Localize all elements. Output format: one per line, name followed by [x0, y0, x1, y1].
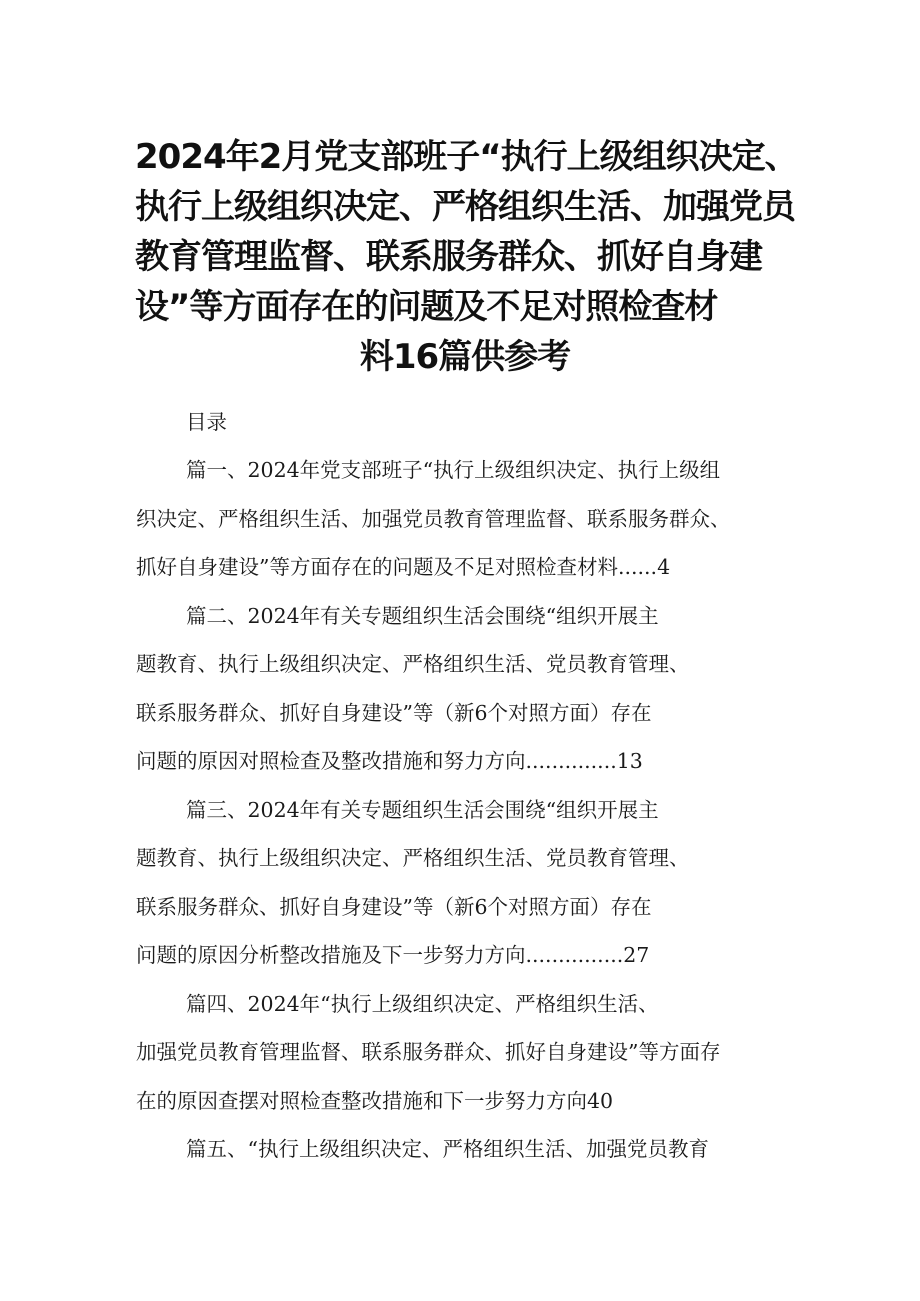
- toc-entry-4[interactable]: [136, 980, 806, 1126]
- toc-entry-4-line-2: 加强党员教育管理监督、联系服务群众、抓好自身建设”等方面存: [136, 1040, 721, 1064]
- table-of-contents: [136, 398, 806, 1174]
- toc-entry-4-line-1: 篇四、2024年“执行上级组织决定、严格组织生活、: [186, 991, 659, 1016]
- toc-entry-3-line-4: 问题的原因分析整改措施及下一步努力方向...............27: [136, 943, 650, 967]
- title-line-2: 执行上级组织决定、严格组织生活、加强党员: [135, 187, 795, 227]
- title-line-1: 2024年2月党支部班子“执行上级组织决定、: [135, 137, 798, 177]
- toc-entry-2-line-2: 题教育、执行上级组织决定、严格组织生活、党员教育管理、: [136, 652, 690, 676]
- title-line-5: 料16篇供参考: [359, 337, 571, 377]
- toc-entry-1-line-3: 抓好自身建设”等方面存在的问题及不足对照检查材料......4: [136, 555, 671, 579]
- toc-entry-2-line-1: 篇二、2024年有关专题组织生活会围绕“组织开展主: [186, 603, 659, 628]
- toc-entry-3-line-2: 题教育、执行上级组织决定、严格组织生活、党员教育管理、: [136, 846, 690, 870]
- toc-entry-5-line-1: 篇五、“执行上级组织决定、严格组织生活、加强党员教育: [186, 1137, 709, 1161]
- toc-entry-1[interactable]: [136, 446, 806, 592]
- title-line-3: 教育管理监督、联系服务群众、抓好自身建: [135, 237, 762, 277]
- toc-entry-3-line-1: 篇三、2024年有关专题组织生活会围绕“组织开展主: [186, 797, 659, 822]
- toc-entry-2-line-3: 联系服务群众、抓好自身建设”等（新6个对照方面）存在: [136, 700, 652, 725]
- toc-entry-3-line-3: 联系服务群众、抓好自身建设”等（新6个对照方面）存在: [136, 894, 652, 919]
- toc-entry-2-line-4: 问题的原因对照检查及整改措施和努力方向..............13: [136, 749, 643, 773]
- title-line-4: 设”等方面存在的问题及不足对照检查材: [135, 287, 718, 327]
- toc-entry-5[interactable]: [136, 1125, 806, 1174]
- toc-entry-2[interactable]: [136, 592, 806, 786]
- toc-heading: 目录: [186, 410, 227, 434]
- toc-entry-4-line-3: 在的原因查摆对照检查整改措施和下一步努力方向40: [136, 1088, 614, 1113]
- toc-entry-3[interactable]: [136, 786, 806, 980]
- toc-entry-1-line-1: 篇一、2024年党支部班子“执行上级组织决定、执行上级组: [186, 458, 721, 482]
- document-title: [135, 132, 798, 382]
- toc-entry-1-line-2: 织决定、严格组织生活、加强党员教育管理监督、联系服务群众、: [136, 506, 731, 531]
